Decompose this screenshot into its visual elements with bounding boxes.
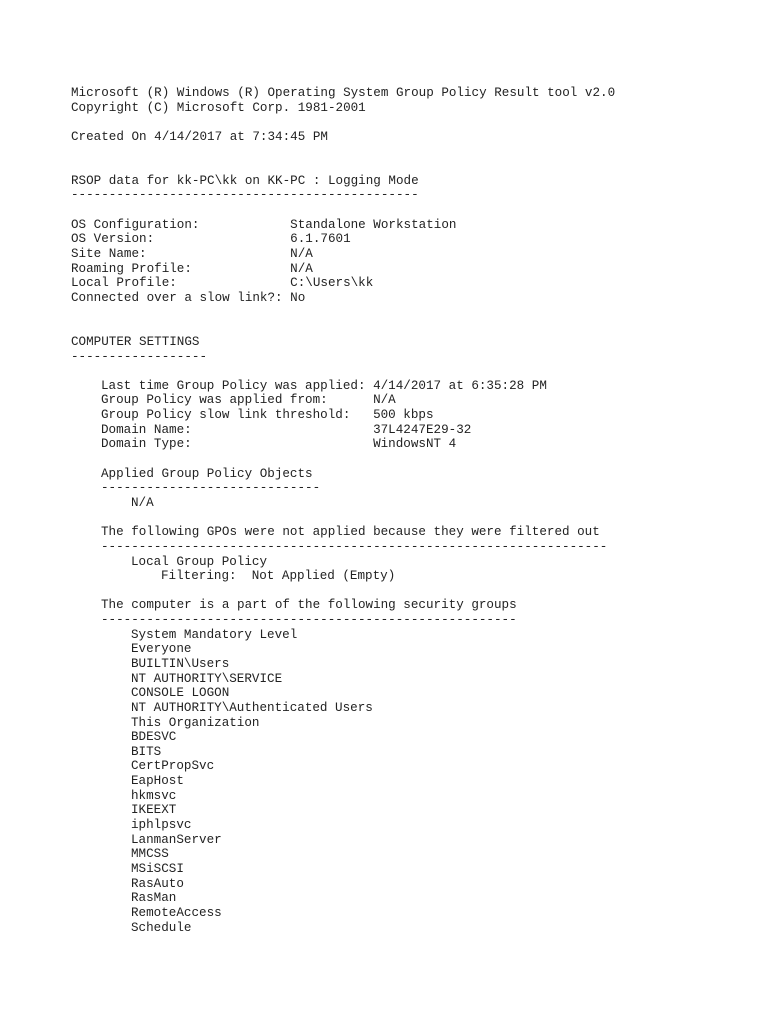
- security-group-item: System Mandatory Level: [131, 627, 298, 642]
- computer-settings-title: COMPUTER SETTINGS: [71, 334, 200, 349]
- copyright-line: Copyright (C) Microsoft Corp. 1981-2001: [71, 100, 366, 115]
- system-info-line: Roaming Profile: N/A: [71, 261, 313, 276]
- applied-gpos-title: Applied Group Policy Objects: [101, 466, 313, 481]
- security-group-item: MSiSCSI: [131, 861, 184, 876]
- security-group-item: This Organization: [131, 715, 260, 730]
- filtered-gpo-item: Local Group Policy: [131, 554, 268, 569]
- security-group-item: hkmsvc: [131, 788, 177, 803]
- blank-line: [71, 159, 761, 174]
- blank-line: [71, 203, 761, 218]
- blank-line: [71, 145, 761, 160]
- blank-line: [71, 584, 761, 599]
- security-group-item: CertPropSvc: [131, 759, 215, 774]
- security-group-item: RasMan: [131, 891, 177, 906]
- applied-gpos-value: N/A: [131, 495, 154, 510]
- system-info-line: Local Profile: C:\Users\kk: [71, 276, 374, 291]
- settings-detail-line: Domain Name: 37L4247E29-32: [101, 422, 472, 437]
- security-group-item: LanmanServer: [131, 832, 222, 847]
- security-group-item: CONSOLE LOGON: [131, 686, 230, 701]
- settings-detail-line: Domain Type: WindowsNT 4: [101, 437, 457, 452]
- security-group-item: BITS: [131, 744, 162, 759]
- created-on-line: Created On 4/14/2017 at 7:34:45 PM: [71, 129, 328, 144]
- system-info-block: [71, 218, 761, 306]
- blank-line: [71, 115, 761, 130]
- applied-gpos-underline: -----------------------------: [101, 481, 321, 496]
- security-group-item: Everyone: [131, 642, 192, 657]
- security-group-item: BDESVC: [131, 730, 177, 745]
- rsop-title: RSOP data for kk-PC\kk on KK-PC : Logging Mode: [71, 173, 419, 188]
- blank-line: [71, 364, 761, 379]
- system-info-line: OS Version: 6.1.7601: [71, 232, 351, 247]
- filtered-gpos-underline: -------------------------------------------------------------------: [101, 539, 608, 554]
- security-groups-underline: -------------------------------------------------------: [101, 613, 517, 628]
- security-group-item: EapHost: [131, 774, 184, 789]
- security-groups-list: [71, 628, 761, 935]
- tool-title-line: Microsoft (R) Windows (R) Operating System Group Policy Result tool v2.0: [71, 86, 616, 100]
- blank-line: [71, 320, 761, 335]
- filtered-gpos-title: The following GPOs were not applied because they were filtered out: [101, 525, 600, 540]
- security-group-item: RasAuto: [131, 876, 184, 891]
- security-group-item: NT AUTHORITY\Authenticated Users: [131, 700, 373, 715]
- blank-line: [71, 306, 761, 321]
- computer-settings-details: [71, 379, 761, 452]
- security-group-item: NT AUTHORITY\SERVICE: [131, 671, 283, 686]
- settings-detail-line: Last time Group Policy was applied: 4/14/2017 at 6:35:28 PM: [101, 378, 547, 393]
- security-group-item: Schedule: [131, 920, 192, 935]
- security-group-item: IKEEXT: [131, 803, 177, 818]
- rsop-underline: ----------------------------------------------: [71, 188, 419, 203]
- security-groups-title: The computer is a part of the following security groups: [101, 598, 517, 613]
- filtered-gpo-filtering: Filtering: Not Applied (Empty): [161, 569, 396, 584]
- system-info-line: OS Configuration: Standalone Workstation: [71, 217, 457, 232]
- security-group-item: RemoteAccess: [131, 905, 222, 920]
- security-group-item: MMCSS: [131, 847, 169, 862]
- security-group-item: iphlpsvc: [131, 818, 192, 833]
- computer-settings-underline: ------------------: [71, 349, 208, 364]
- system-info-line: Site Name: N/A: [71, 247, 313, 262]
- blank-line: [71, 452, 761, 467]
- settings-detail-line: Group Policy was applied from: N/A: [101, 393, 396, 408]
- blank-line: [71, 511, 761, 526]
- security-group-item: BUILTIN\Users: [131, 656, 230, 671]
- settings-detail-line: Group Policy slow link threshold: 500 kbps: [101, 408, 434, 423]
- gpresult-document: [71, 86, 761, 935]
- system-info-line: Connected over a slow link?: No: [71, 290, 306, 305]
